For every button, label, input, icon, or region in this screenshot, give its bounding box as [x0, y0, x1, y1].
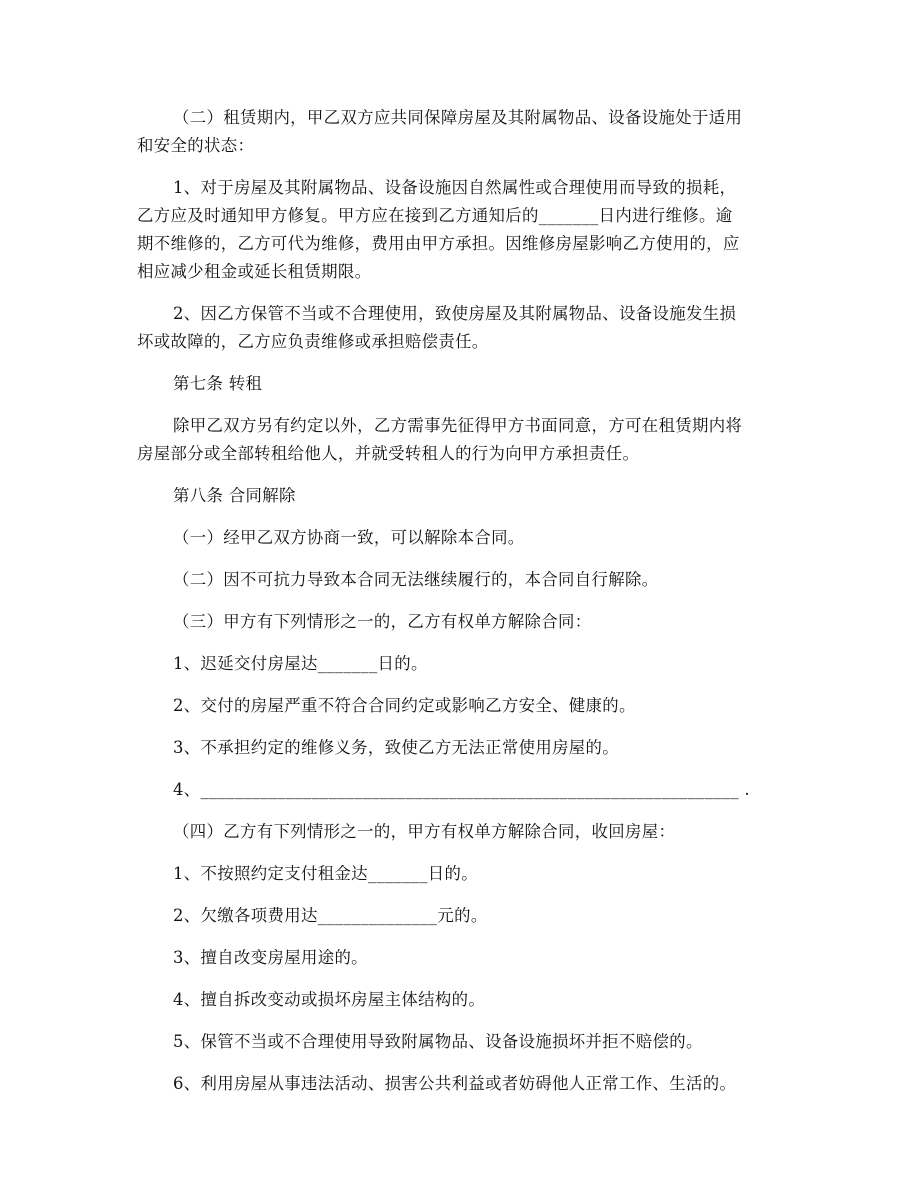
- clause-line: （四）乙方有下列情形之一的，甲方有权单方解除合同，收回房屋：: [173, 822, 676, 841]
- list-item: 1、不按照约定支付租金达_______日的。: [173, 864, 478, 883]
- paragraph-line: 期不维修的，乙方可代为维修，费用由甲方承担。因维修房屋影响乙方使用的，应: [137, 234, 740, 253]
- paragraph-line: 房屋部分或全部转租给他人，并就受转租人的行为向甲方承担责任。: [137, 444, 640, 463]
- list-item: 4、_______________________________________________________________ .: [173, 780, 750, 799]
- paragraph-line: 相应减少租金或延长租赁期限。: [137, 262, 372, 281]
- paragraph-line: 除甲乙双方另有约定以外，乙方需事先征得甲方书面同意，方可在租赁期内将: [173, 416, 743, 435]
- list-item: 2、欠缴各项费用达______________元的。: [173, 906, 488, 925]
- paragraph-line: 和安全的状态：: [137, 136, 255, 155]
- paragraph-line: （二）租赁期内，甲乙双方应共同保障房屋及其附属物品、设备设施处于适用: [173, 108, 743, 127]
- paragraph-line: 2、因乙方保管不当或不合理使用，致使房屋及其附属物品、设备设施发生损: [173, 304, 737, 323]
- article-heading: 第七条 转租: [173, 374, 263, 393]
- article-heading: 第八条 合同解除: [173, 486, 296, 505]
- clause-line: （三）甲方有下列情形之一的，乙方有权单方解除合同：: [173, 612, 592, 631]
- clause-line: （一）经甲乙双方协商一致，可以解除本合同。: [173, 528, 525, 547]
- clause-line: （二）因不可抗力导致本合同无法继续履行的，本合同自行解除。: [173, 570, 659, 589]
- list-item: 2、交付的房屋严重不符合合同约定或影响乙方安全、健康的。: [173, 696, 636, 715]
- list-item: 4、擅自拆改变动或损坏房屋主体结构的。: [173, 990, 486, 1009]
- list-item: 5、保管不当或不合理使用导致附属物品、设备设施损坏并拒不赔偿的。: [173, 1032, 703, 1051]
- paragraph-line: 乙方应及时通知甲方修复。甲方应在接到乙方通知后的_______日内进行维修。逾: [137, 206, 733, 225]
- list-item: 6、利用房屋从事违法活动、损害公共利益或者妨碍他人正常工作、生活的。: [173, 1074, 737, 1093]
- list-item: 3、擅自改变房屋用途的。: [173, 948, 368, 967]
- paragraph-line: 坏或故障的，乙方应负责维修或承担赔偿责任。: [137, 332, 489, 351]
- list-item: 3、不承担约定的维修义务，致使乙方无法正常使用房屋的。: [173, 738, 620, 757]
- list-item: 1、迟延交付房屋达_______日的。: [173, 654, 428, 673]
- paragraph-line: 1、对于房屋及其附属物品、设备设施因自然属性或合理使用而导致的损耗，: [173, 178, 737, 197]
